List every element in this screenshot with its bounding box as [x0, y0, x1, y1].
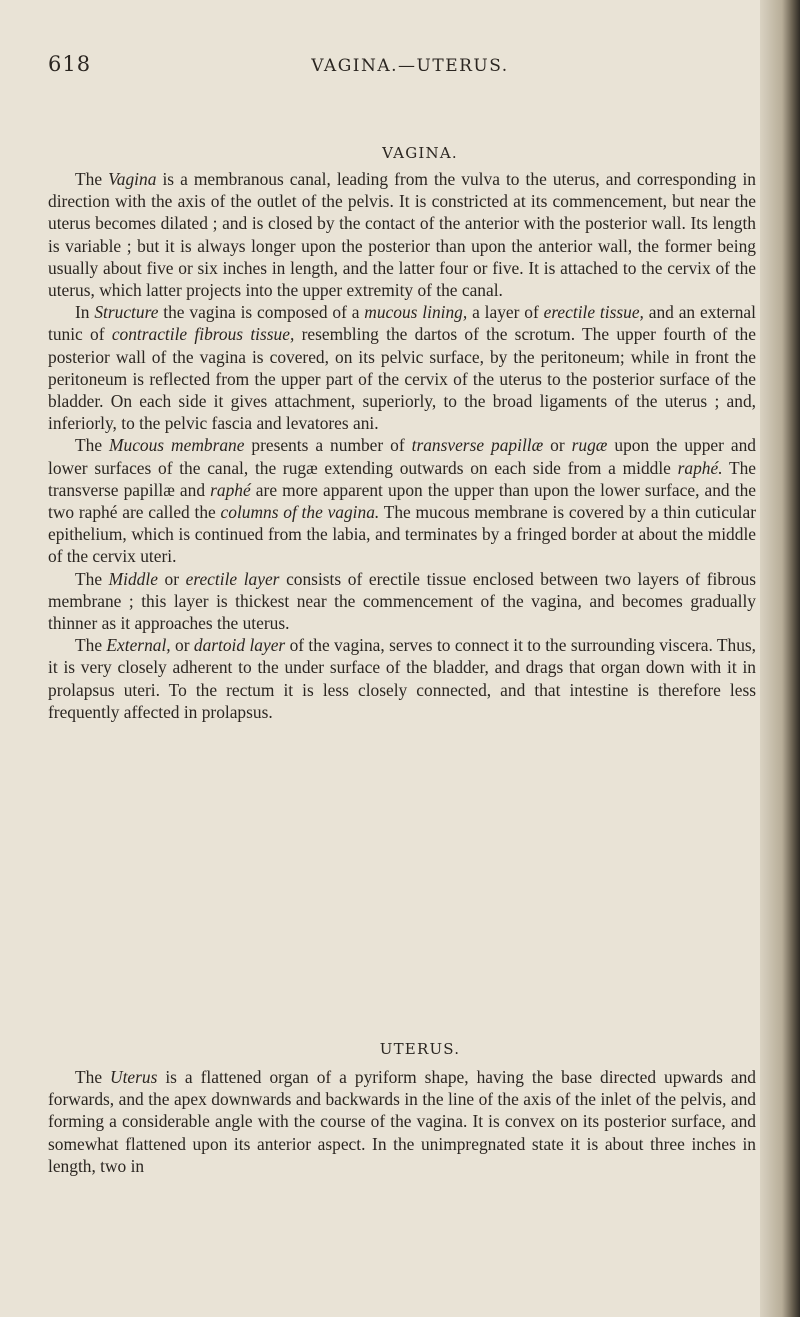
paragraph [48, 634, 756, 723]
italic-term: External, [106, 635, 171, 656]
italic-term: erectile layer [185, 568, 280, 589]
vagina-section-body [48, 168, 756, 723]
text-run: The mucous membrane is covered by a thin cuticular epithelium, which is continued from the labia, and terminates by a fringed border at about the middle of the cervix uteri. [48, 502, 756, 567]
paragraph [48, 568, 756, 635]
paragraph [48, 434, 756, 567]
paragraph [48, 168, 756, 301]
text-run: of the vagina, serves to connect it to the surrounding viscera. Thus, it is very closely adherent to the under surface of the bladder, and drags that organ down with it in prolapsus uteri. To the rectum it is less closely connected, and that intestine is therefore less frequently affected in prolapsus. [48, 635, 757, 722]
section-heading-vagina: VAGINA. [382, 144, 458, 162]
text-run: The transverse papillæ and [48, 457, 756, 500]
italic-term: raphé [210, 479, 251, 500]
text-run: presents a number of [244, 435, 412, 456]
italic-term: rugæ [571, 435, 608, 456]
paragraph [48, 1066, 756, 1177]
italic-term: raphé. [677, 457, 723, 478]
text-run: In [75, 302, 95, 323]
italic-term: Structure [94, 302, 159, 323]
text-run: a layer of [467, 302, 544, 323]
paragraph [48, 301, 756, 434]
italic-term: erectile tissue, [543, 302, 644, 323]
italic-term: Mucous membrane [109, 435, 245, 456]
italic-term: Uterus [110, 1067, 158, 1087]
text-run: The [75, 1067, 111, 1087]
page-binding-edge [760, 0, 800, 1317]
italic-term: Middle [108, 568, 158, 589]
text-run: resembling the dartos of the scrotum. The upper fourth of the posterior wall of the vagina is covered, on its pelvic surface, by the peritoneum; while in front the peritoneum is reflected from the upper part of the cervix of the uterus to the posterior surface of the bladder. On each side it gives attachment, superiorly, to the broad ligaments of the uterus ; and, inferiorly, to the pelvic fascia and levatores ani. [48, 324, 756, 434]
text-run: upon the upper and lower surfaces of the canal, the rugæ extending outwards on each side from a middle [48, 435, 757, 478]
text-run: or [157, 568, 186, 589]
italic-term: dartoid layer [193, 635, 286, 656]
italic-term: transverse papillæ [411, 435, 544, 456]
italic-term: mucous lining, [364, 302, 468, 323]
text-run: or [170, 635, 194, 656]
text-run: The [75, 169, 109, 189]
text-run: The [75, 568, 109, 589]
uterus-section-body [48, 1066, 756, 1177]
text-run: the vagina is composed of a [158, 302, 365, 323]
text-run: are more apparent upon the upper than upon the lower surface, and the two raphé are called the [48, 479, 756, 523]
text-run: The [75, 435, 110, 456]
italic-term: contractile fibrous tissue, [111, 324, 295, 345]
page-number: 618 [48, 52, 92, 76]
section-heading-uterus: UTERUS. [379, 1040, 461, 1058]
italic-term: Vagina [108, 169, 157, 189]
text-run: is a flattened organ of a pyriform shape, having the base directed upwards and forwards, and the apex downwards and backwards in the line of the axis of the inlet of the pelvis, and forming a considerable angle with the course of the vagina. It is convex on its posterior surface, and somewhat flattened upon its anterior aspect. In the unimpregnated state it is about three inches in length, two in [48, 1067, 757, 1176]
text-run: is a membranous canal, leading from the vulva to the uterus, and corresponding in direction with the axis of the outlet of the pelvis. It is constricted at its commencement, but near the uterus becomes dilated ; and is closed by the contact of the anterior with the posterior wall. Its length is variable ; but it is always longer upon the posterior than upon the anterior wall, the former being usually about five or six inches in length, and the latter four or five. It is attached to the cervix of the uterus, which latter projects into the upper extremity of the canal. [48, 169, 756, 301]
text-run: and an external tunic of [48, 302, 756, 345]
text-run: The [75, 635, 107, 656]
text-run: consists of erectile tissue enclosed between two layers of fibrous membrane ; this layer is thickest near the commencement of the vagina, and becomes gradually thinner as it approaches the uterus. [48, 568, 757, 634]
running-title: VAGINA.—UTERUS. [311, 56, 509, 76]
italic-term: columns of the vagina. [220, 502, 380, 523]
text-run: or [543, 435, 572, 456]
